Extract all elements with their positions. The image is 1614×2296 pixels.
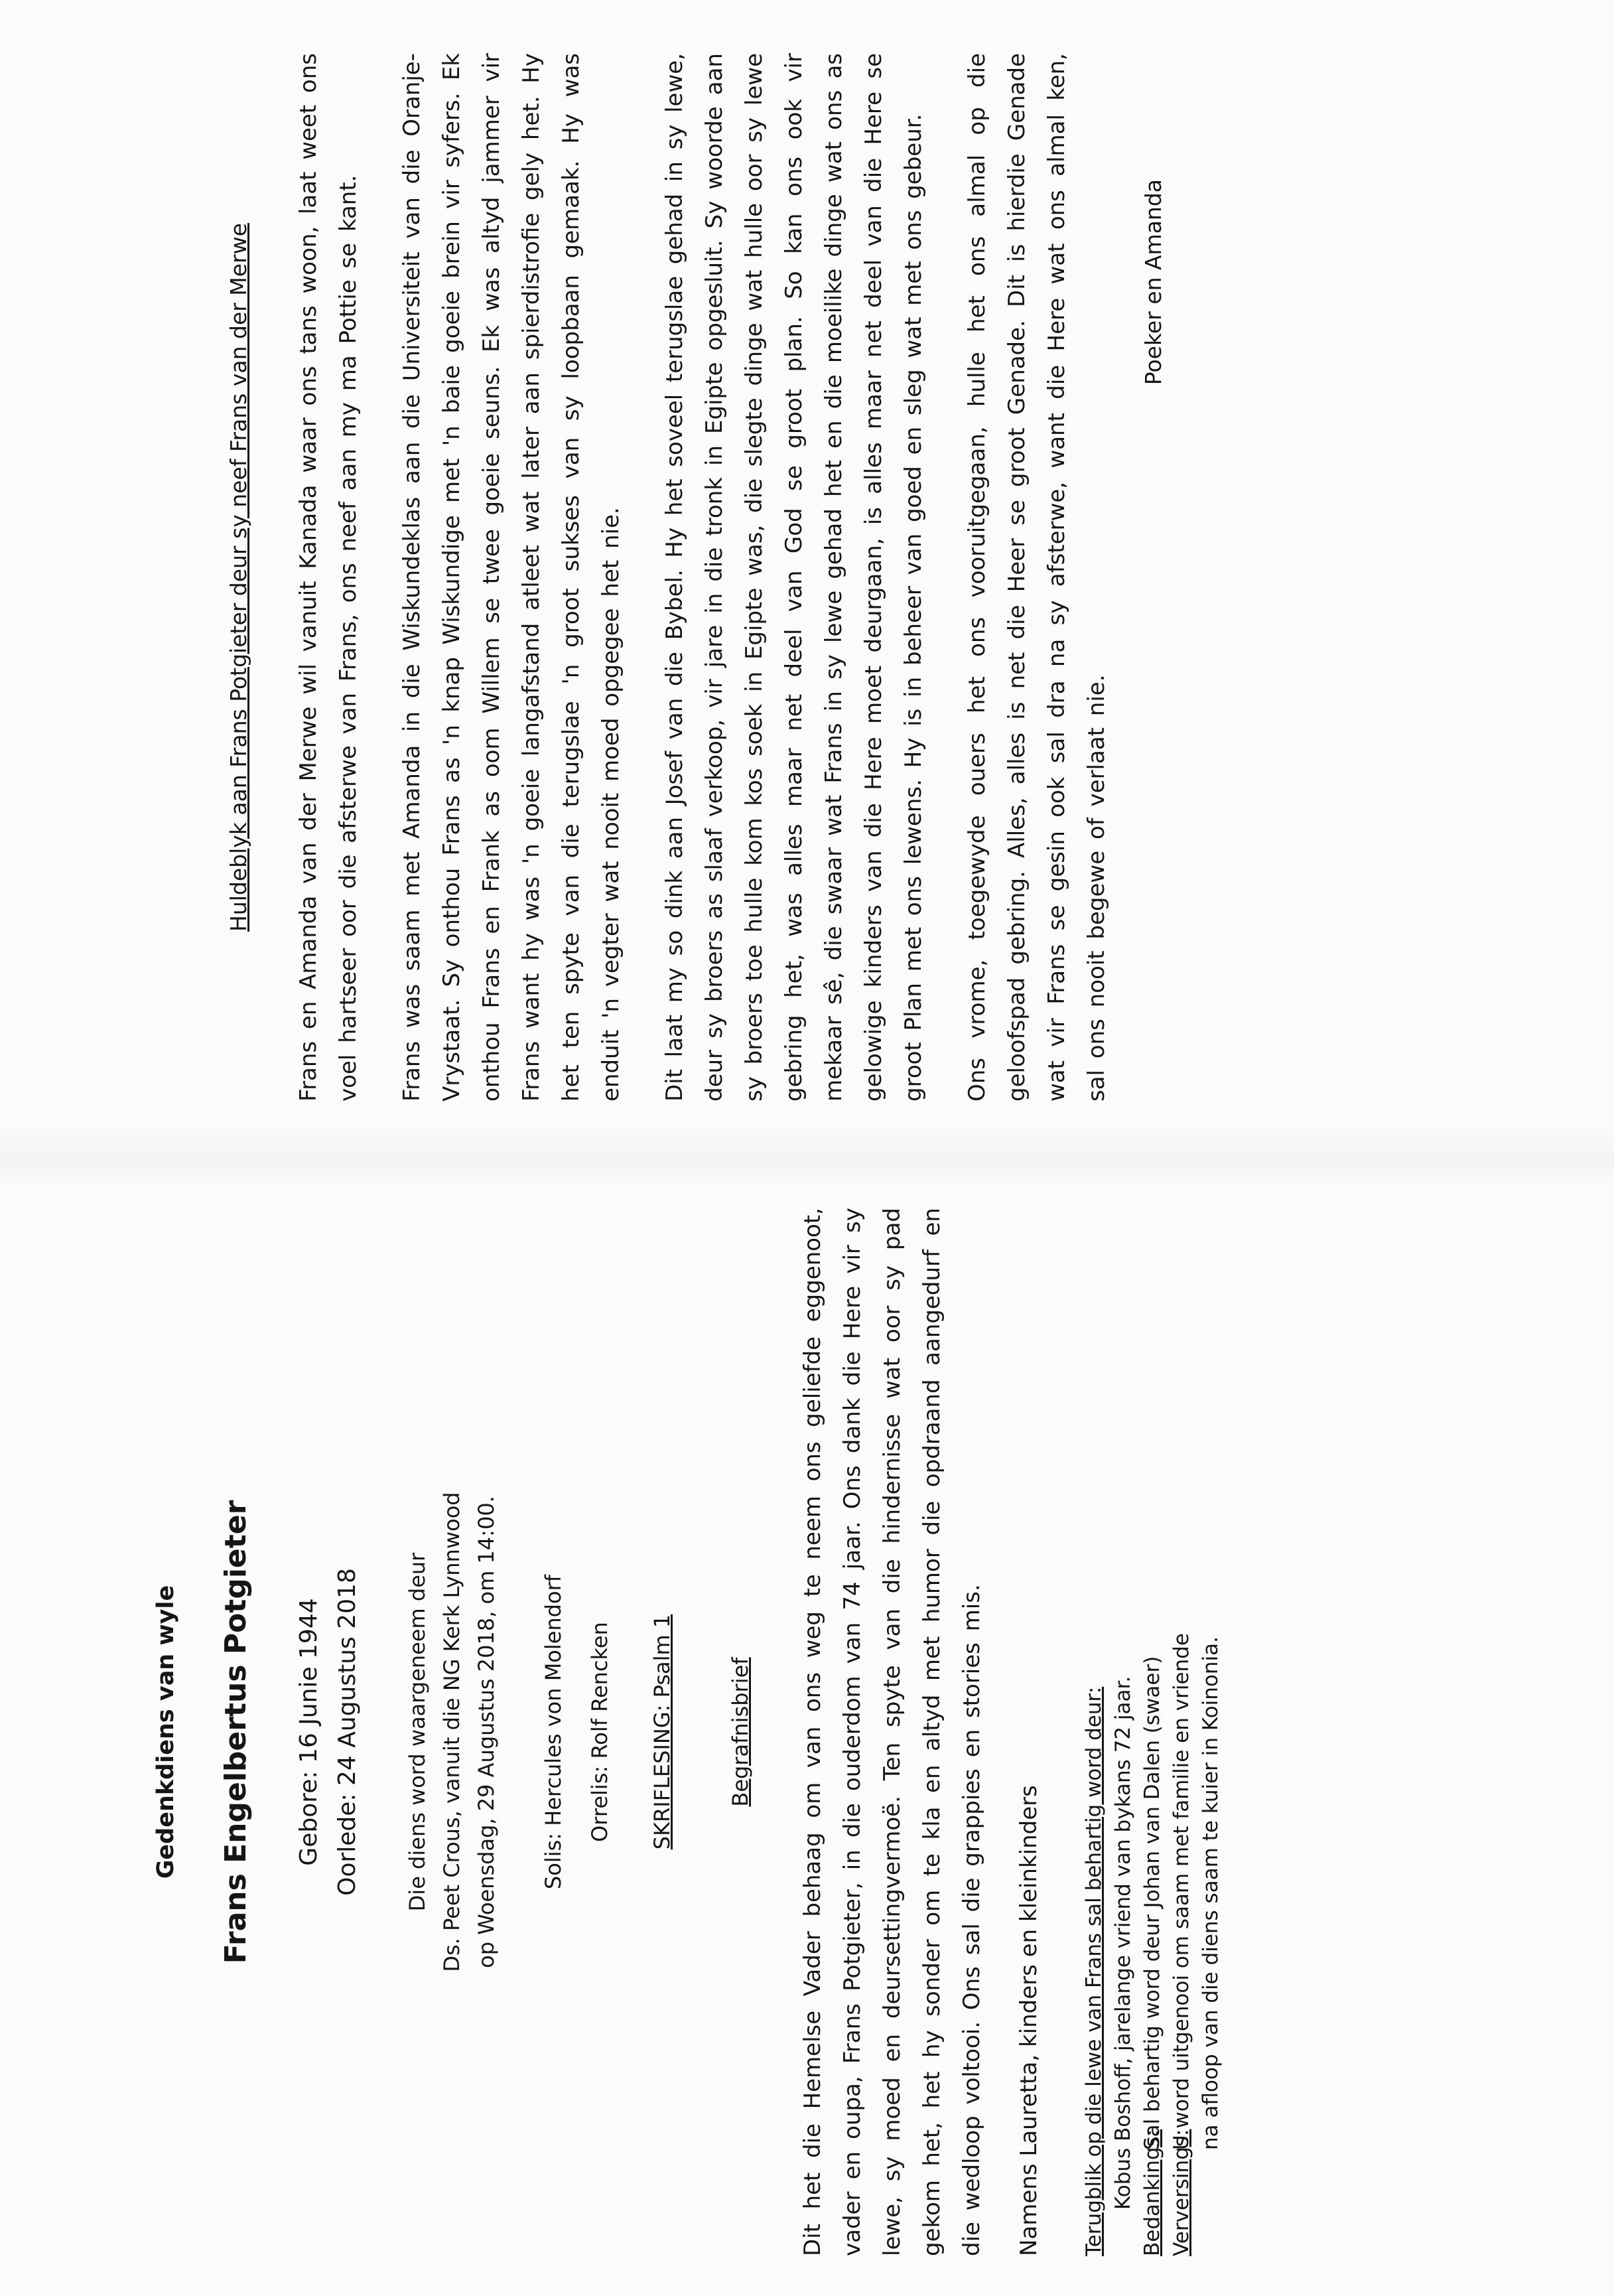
service-line-2: Ds. Peet Crous, vanuit die NG Kerk Lynnwood	[439, 1492, 464, 1972]
thanks-label: Bedankings:	[1140, 2129, 1164, 2256]
lookback-person: Kobus Boshoff, jarelange vriend van bykans 72 jaar.	[1111, 1676, 1135, 2210]
organist: Orrelis: Rolf Rencken	[587, 1622, 612, 1842]
thanks-row	[1138, 1208, 1167, 2256]
paper-fold	[0, 1128, 1614, 1188]
service-line-3: op Woensdag, 29 Augustus 2018, om 14:00.	[474, 1496, 499, 1968]
death-date: Oorlede: 24 Augustus 2018	[334, 1568, 361, 1896]
music-credits	[530, 1208, 623, 2256]
tribute-title: Huldeblyk aan Frans Potgieter deur sy neef Frans van der Merwe	[226, 223, 251, 932]
deceased-name: Frans Engelbertus Potgieter	[219, 1500, 253, 1964]
tribute-paragraph-3: Dit laat my so dink aan Josef van die Bybel. Hy het soveel terugslae gehad in sy lewe, deur sy broers as slaaf verkoop, vir jare in die tronk in Egipte opgesluit. Sy woorde aan sy broers toe hulle kom kos soek in Egipte was, die slegte dinge wat hulle oor sy lewe gebring het, was alles maar net deel van God se groot plan. So kan ons ook vir mekaar sê, die swaar wat Frans in sy lewe gehad het en die moeilike dinge wat ons as gelowige kinders van die Here moet deurgaan, is alles maar net deel van die Here se groot Plan met ons lewens. Hy is in beheer van goed en sleg wat met ons gebeur.	[661, 53, 927, 1102]
refresh-text	[1167, 1208, 1225, 2150]
on-behalf-line: Namens Lauretta, kinders en kleinkinders	[1016, 1785, 1042, 2256]
birth-date: Gebore: 16 Junie 1944	[295, 1598, 322, 1866]
refresh-row	[1167, 1208, 1225, 2256]
programme-panel	[153, 1208, 1360, 2256]
programme-heading: Gedenkdiens van wyle	[153, 1585, 179, 1879]
refresh-text-2: na afloop van die diens saam te kuier in Koinonia.	[1199, 1636, 1223, 2150]
tribute-signature: Poeker en Amanda	[1140, 179, 1166, 386]
tribute-paragraph-4: Ons vrome, toegewyde ouers het ons vooruitgegaan, hulle het ons almal op die geloofspad gebring. Alles, alles is net die Heer se groot Genade. Dit is hierdie Genade wat vir Frans se gesin ook sal dra na sy afsterwe, want die Here wat ons almal ken, sal ons nooit begewe of verlaat nie.	[964, 53, 1110, 1102]
tribute-paragraph-1: Frans en Amanda van der Merwe wil vanuit Kanada waar ons tans woon, laat weet ons voel hartseer oor die afsterwe van Frans, ons neef aan my ma Pottie se kant.	[295, 53, 362, 1102]
refresh-label: Verversings:	[1170, 2129, 1193, 2256]
lookback-heading: Terugblik op die lewe van Frans sal behartig word deur:	[1082, 1686, 1106, 2256]
letter-title: Begrafnisbrief	[728, 1657, 753, 1807]
scripture-reading: SKRIFLESING: Psalm 1	[649, 1614, 675, 1850]
thanks-text: Sal behartig word deur Johan van Dalen (swaer)	[1140, 1656, 1164, 2150]
letter-text: Dit het die Hemelse Vader behaag om van ons weg te neem ons geliefde eggenoot, vader en oupa, Frans Potgieter, in die ouderdom van 74 jaar. Ons dank die Here vir sy lewe, sy moed en deursettingvermoë. Ten spyte van die hindernisse wat oor sy pad gekom het, het hy sonder om te kla en altyd met humor die opdraand aangedurf en die wedloop voltooi. Ons sal die grappies en stories mis.	[799, 1208, 985, 2256]
refresh-text-1: U word uitgenooi om saam met familie en vriende	[1170, 1633, 1193, 2150]
life-dates	[290, 1208, 367, 2256]
tribute-paragraph-2: Frans was saam met Amanda in die Wiskundeklas aan die Universiteit van die Oranje-Vrystaat. Sy onthou Frans as 'n knap Wiskundige met 'n baie goeie brein vir syfers. Ek onthou Frans en Frank as oom Willem se twee goeie seuns. Ek was altyd jammer vir Frans want hy was 'n goeie langafstand atleet wat later aan spierdistrofie gely het. Hy het ten spyte van die terugslae 'n groot sukses van sy loopbaan gemaak. Hy was enduit 'n vegter wat nooit moed opgegee het nie.	[399, 53, 624, 1102]
tribute-panel	[226, 53, 1367, 1102]
service-line-1: Die diens word waargeneem deur	[405, 1552, 430, 1912]
soloist: Solis: Hercules von Molendorf	[541, 1574, 566, 1890]
